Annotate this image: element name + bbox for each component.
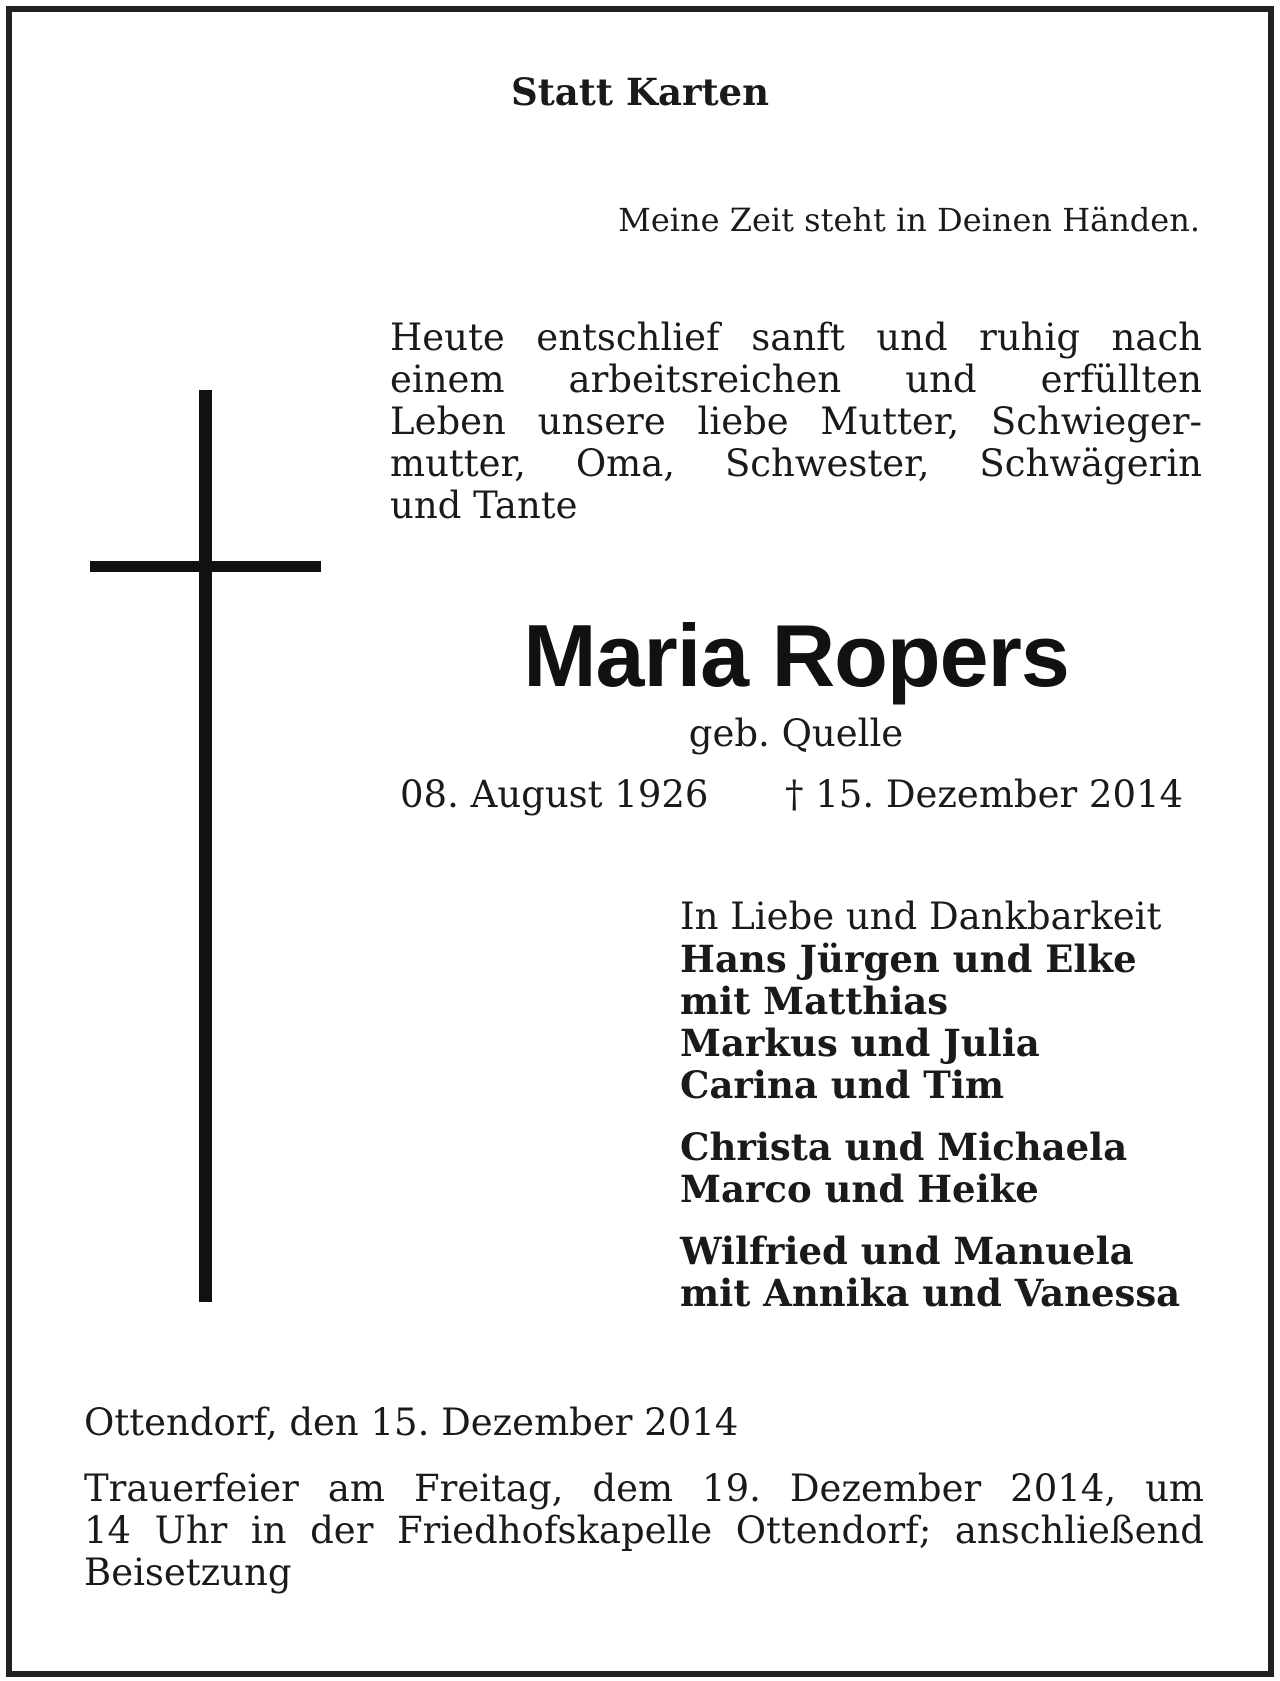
mourner-group xyxy=(680,938,1240,1106)
intro-line: Leben unsere liebe Mutter, Schwieger- xyxy=(390,400,1202,443)
mourner-line: mit Annika und Vanessa xyxy=(680,1271,1181,1315)
ceremony-notice xyxy=(84,1468,1204,1594)
birth-date: 08. August 1926 xyxy=(400,773,709,816)
mourners-block xyxy=(680,896,1240,1314)
maiden-name: geb. Quelle xyxy=(688,712,904,755)
cross-horizontal-bar xyxy=(90,561,321,572)
mourners-lead: In Liebe und Dankbarkeit xyxy=(680,895,1162,938)
cross-vertical-bar xyxy=(199,390,212,1302)
mourner-line: mit Matthias xyxy=(680,979,949,1023)
mourner-line: Wilfried und Manuela xyxy=(680,1229,1134,1273)
place-date: Ottendorf, den 15. Dezember 2014 xyxy=(84,1401,739,1444)
mourner-line: Carina und Tim xyxy=(680,1063,1005,1107)
mourner-line: Christa und Michaela xyxy=(680,1125,1128,1169)
intro-text xyxy=(390,317,1202,527)
ceremony-line: Beisetzung xyxy=(84,1551,292,1594)
mourner-group xyxy=(680,1230,1240,1314)
ceremony-line: Trauerfeier am Freitag, dem 19. Dezember 2014, um xyxy=(84,1467,1204,1510)
mourner-group xyxy=(680,1126,1240,1210)
intro-line: und Tante xyxy=(390,484,578,527)
intro-line: einem arbeitsreichen und erfüllten xyxy=(390,358,1202,401)
deceased-name: Maria Ropers xyxy=(523,606,1069,705)
mourner-line: Hans Jürgen und Elke xyxy=(680,937,1137,981)
mourner-line: Marco und Heike xyxy=(680,1167,1039,1211)
death-date: † 15. Dezember 2014 xyxy=(785,773,1184,816)
intro-line: Heute entschlief sanft und ruhig nach xyxy=(390,316,1202,359)
motto-verse: Meine Zeit steht in Deinen Händen. xyxy=(618,201,1200,239)
ceremony-line: 14 Uhr in der Friedhofskapelle Ottendorf; anschließend xyxy=(84,1509,1204,1552)
mourner-line: Markus und Julia xyxy=(680,1021,1040,1065)
intro-line: mutter, Oma, Schwester, Schwägerin xyxy=(390,442,1202,485)
statt-karten-heading: Statt Karten xyxy=(510,70,769,114)
